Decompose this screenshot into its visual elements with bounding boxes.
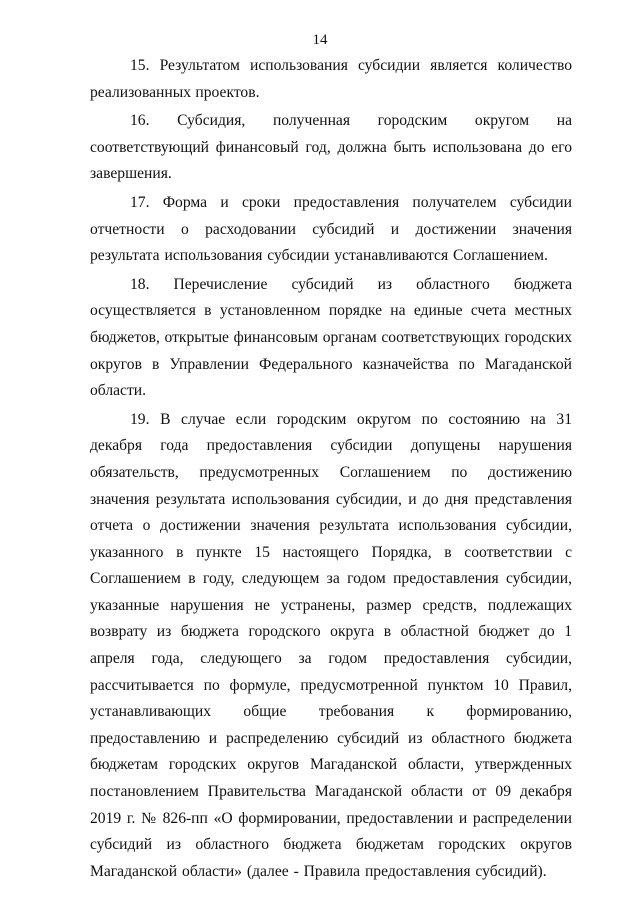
- paragraph-15: 15. Результатом использования субсидии является количество реализованных проектов.: [90, 57, 572, 101]
- document-body: [90, 53, 572, 887]
- page-number: 14: [312, 32, 328, 48]
- paragraph-19: 19. В случае если городским округом по состоянию на 31 декабря года предоставления субсидии допущены нарушения обязательств, предусмотренных Соглашением по достижению значения результата использования субсидии, и до дня представления отчета о достижении значения результата использования субсидии, указанного в пункте 15 настоящего Порядка, в соответствии с Соглашением в году, следующем за годом предоставления субсидии, указанные нарушения не устранены, размер средств, подлежащих возврату из бюджета городского округа в областной бюджет до 1 апреля года, следующего за годом предоставления субсидии, рассчитывается по формуле, предусмотренной пунктом 10 Правил, устанавливающих общие требования к формированию, предоставлению и распределению субсидий из областного бюджета бюджетам городских округов Магаданской области, утвержденных постановлением Правительства Магаданской области от 09 декабря 2019 г. № 826-пп «О формировании, предоставлении и распределении субсидий из областного бюджета бюджетам городских округов Магаданской области» (далее - Правила предоставления субсидий).: [90, 410, 572, 880]
- paragraph-17: 17. Форма и сроки предоставления получателем субсидии отчетности о расходовании субсидий и достижении значения результата использования субсидии устанавливаются Соглашением.: [90, 193, 572, 265]
- paragraph-16: 16. Субсидия, полученная городским округом на соответствующий финансовый год, должна быть использована до его завершения.: [90, 112, 572, 183]
- paragraph-18: 18. Перечисление субсидий из областного бюджета осуществляется в установленном порядке на единые счета местных бюджетов, открытые финансовым органам соответствующих городских округов в Управлении Федерального казначейства по Магаданской области.: [90, 275, 572, 400]
